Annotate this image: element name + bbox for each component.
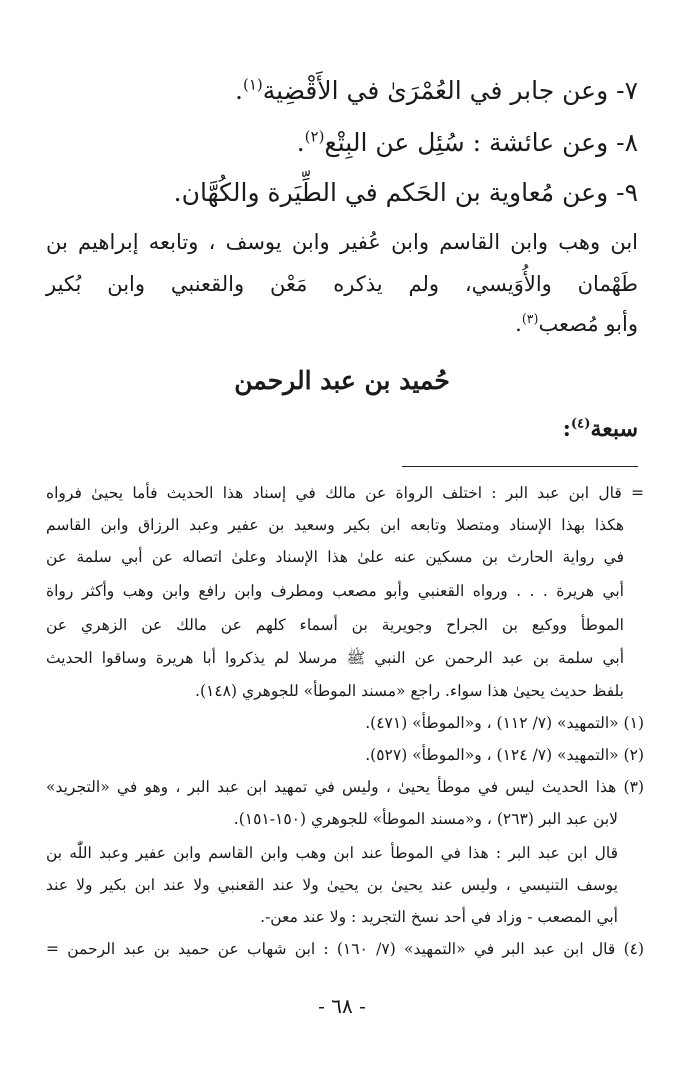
main-item-8-text: ٨- وعن عائشة : سُئِل عن البِتْع bbox=[324, 128, 638, 157]
footnote-3-line-1: (٣) هذا الحديث ليس في موطأ يحيىٰ ، وليس في تمهيد ابن عبد البر ، وهو في «التجريد» bbox=[46, 778, 644, 796]
paragraph-line-3-end: . bbox=[515, 312, 522, 336]
paragraph-line-1: ابن وهب وابن القاسم وابن عُفير وابن يوسف ، وتابعه إبراهيم بن bbox=[46, 230, 638, 254]
footnote-1: (١) «التمهيد» (٧/ ١١٢) ، و«الموطأ» (٤٧١). bbox=[365, 714, 644, 732]
footnote-continuation-line-7: بلفظ حديث يحيىٰ هذا سواء. راجع «مسند الموطأ» للجوهري (١٤٨). bbox=[195, 682, 624, 700]
main-item-8-end: . bbox=[296, 128, 305, 157]
main-item-9 bbox=[174, 178, 638, 207]
footnote-ref-4[interactable]: (٤) bbox=[570, 416, 591, 432]
footnote-separator bbox=[402, 466, 638, 467]
footnote-continuation-line-6: أبي سلمة بن عبد الرحمن عن النبي ﷺ مرسلا لم يذكروا أبا هريرة وساقوا الحديث bbox=[46, 649, 624, 667]
footnote-continuation-line-1: = قال ابن عبد البر : اختلف الرواة عن مالك في إسناد هذا الحديث فأما يحيىٰ فرواه bbox=[46, 484, 644, 502]
page-number: - ٦٨ - bbox=[318, 994, 366, 1018]
footnote-2: (٢) «التمهيد» (٧/ ١٢٤) ، و«الموطأ» (٥٢٧). bbox=[365, 746, 644, 764]
section-heading: حُميد بن عبد الرحمن bbox=[234, 366, 450, 395]
footnote-3-line-4: يوسف التنيسي ، وليس عند يحيىٰ بن يحيىٰ ولا عند القعنبي ولا عند ابن بكير ولا عند bbox=[46, 876, 618, 894]
footnote-3-line-3: قال ابن عبد البر : هذا في الموطأ عند ابن وهب وابن القاسم وابن عفير وعبد اللّٰه بن bbox=[46, 844, 618, 862]
subheading-text: سبعة bbox=[590, 416, 638, 442]
footnote-continuation-line-2: هكذا بهذا الإسناد ومتصلا وتابعه ابن بكير وسعيد بن عفير وعبد الرزاق وابن القاسم bbox=[46, 516, 624, 534]
main-item-7 bbox=[235, 76, 638, 105]
footnote-continuation-line-3: في رواية الحارث بن مسكين عنه علىٰ هذا الإسناد وعلىٰ اتصاله عن أبي سلمة عن bbox=[46, 548, 624, 566]
main-item-7-end: . bbox=[235, 76, 243, 105]
footnote-ref-3[interactable]: (٣) bbox=[521, 311, 539, 326]
main-item-8 bbox=[297, 128, 638, 157]
main-item-9-text: ٩- وعن مُعاوية بن الحَكم في الطِّيَرة والكُهَّان. bbox=[173, 178, 638, 207]
paragraph-line-2: طَهْمان والأُوَيسي، ولم يذكره مَعْن والقعنبي وابن بُكير bbox=[46, 272, 638, 296]
paragraph-line-3 bbox=[515, 312, 638, 336]
main-item-7-text: ٧- وعن جابر في العُمْرَىٰ في الأَقْضِية bbox=[262, 76, 638, 105]
subheading-end: : bbox=[562, 416, 571, 442]
footnote-ref-2[interactable]: (٢) bbox=[304, 127, 325, 146]
footnote-3-line-5: أبي المصعب - وزاد في أحد نسخ التجريد : ولا عند معن-. bbox=[260, 908, 618, 926]
footnote-continuation-line-4: أبي هريرة . . . ورواه القعنبي وأبو مصعب ومطرف وابن رافع وابن وهب وأكثر رواة bbox=[46, 582, 624, 600]
subheading bbox=[563, 416, 638, 442]
footnote-ref-1[interactable]: (١) bbox=[243, 75, 263, 94]
footnote-3-line-2: لابن عبد البر (٢٦٣) ، و«مسند الموطأ» للجوهري (١٥٠-١٥١). bbox=[233, 810, 618, 828]
footnote-continuation-line-5: الموطأ ووكيع بن الجراح وجويرية بن أسماء كلهم عن مالك عن الزهري عن bbox=[46, 616, 624, 634]
footnote-4: (٤) قال ابن عبد البر في «التمهيد» (٧/ ١٦٠) : ابن شهاب عن حميد بن عبد الرحمن = bbox=[46, 940, 645, 958]
paragraph-line-3-text: وأبو مُصعب bbox=[538, 312, 638, 336]
